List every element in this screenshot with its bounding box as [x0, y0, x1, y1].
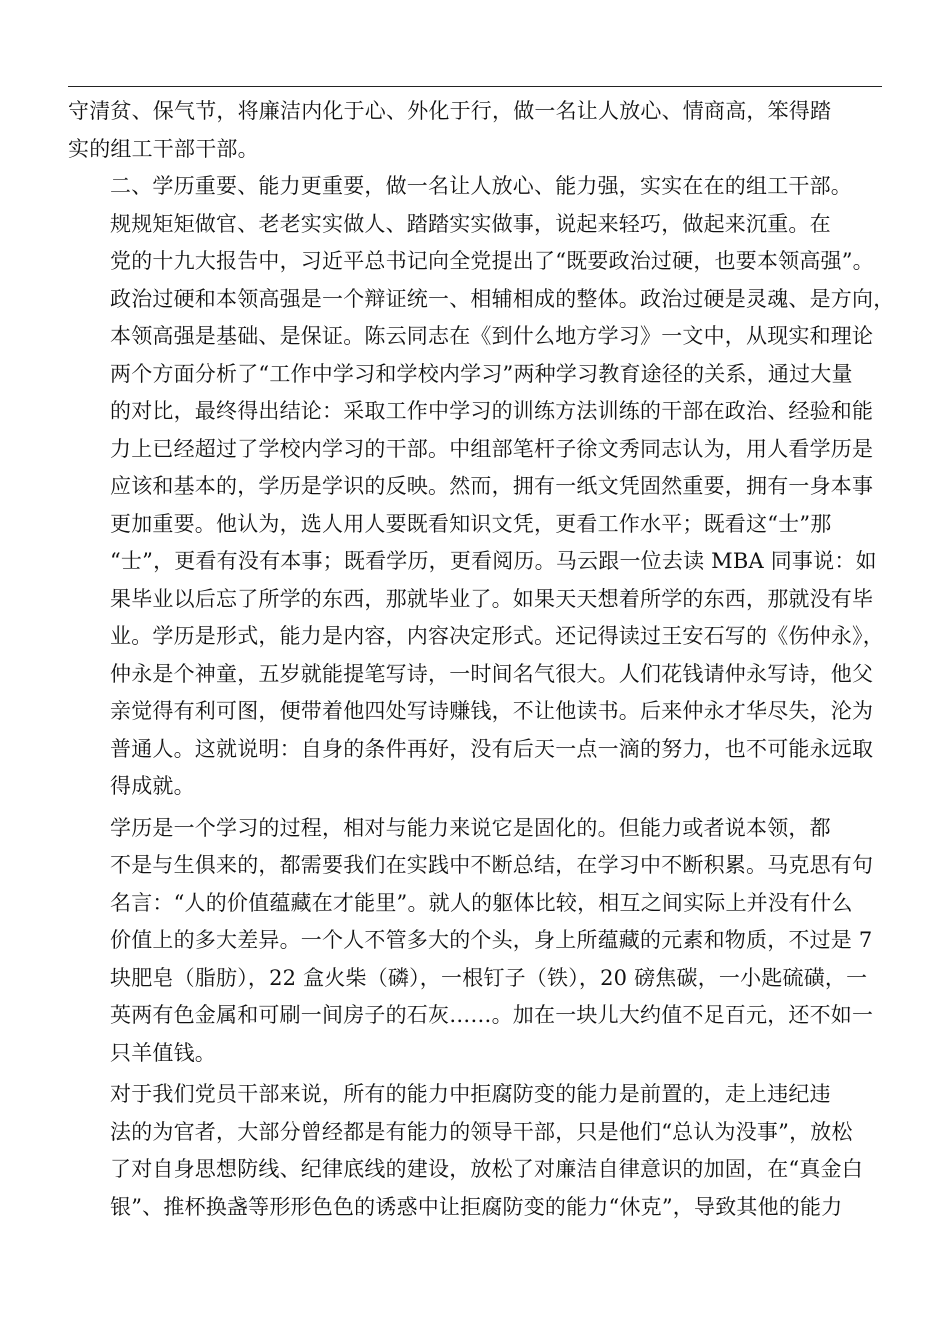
text-line: 二、学历重要、能力更重要，做一名让人放心、能力强，实实在在的组工干部。: [110, 174, 852, 198]
text-line: 本领高强是基础、是保证。陈云同志在《到什么地方学习》一文中，从现实和理论: [110, 324, 874, 348]
text-line: 力上已经超过了学校内学习的干部。中组部笔杆子徐文秀同志认为，用人看学历是: [110, 436, 874, 461]
text-line: 规规矩矩做官、老老实实做人、踏踏实实做事，说起来轻巧，做起来沉重。在: [110, 211, 831, 236]
text-line: 的对比，最终得出结论：采取工作中学习的训练方法训练的干部在政治、经验和能: [110, 399, 874, 423]
text-line: 英两有色金属和可刷一间房子的石灰……。加在一块儿大约值不足百元，还不如一: [110, 1003, 874, 1027]
text-line: 名言：“人的价值蕴藏在才能里”。就人的躯体比较，相互之间实际上并没有什么: [110, 890, 853, 915]
text-line: 业。学历是形式，能力是内容，内容决定形式。还记得读过王安石写的《伤仲永》，: [110, 624, 884, 648]
text-line: 守清贫、保气节，将廉洁内化于心、外化于行，做一名让人放心、情商高，笨得踏: [68, 99, 832, 123]
text-line: 只羊值钱。: [110, 1040, 216, 1065]
text-line: 银”、推杯换盏等形形色色的诱惑中让拒腐防变的能力“休克”，导致其他的能力: [110, 1194, 843, 1219]
text-line: 价值上的多大差异。一个人不管多大的个头，身上所蕴藏的元素和物质，不过是 7: [110, 928, 873, 952]
section-heading: [68, 168, 882, 206]
text-line: 了对自身思想防线、纪律底线的建设，放松了对廉洁自律意识的加固，在“真金白: [110, 1157, 863, 1181]
paragraph-continuation: [68, 93, 882, 168]
text-line: 两个方面分析了“工作中学习和学校内学习”两种学习教育途径的关系，通过大量: [110, 361, 853, 386]
document-body: [68, 93, 895, 1226]
text-line: 党的十九大报告中，习近平总书记向全党提出了“既要政治过硬，也要本领高强”。: [110, 249, 874, 273]
paragraph: [68, 810, 882, 1073]
text-line: 法的为官者，大部分曾经都是有能力的领导干部，只是他们“总认为没事”，放松: [110, 1119, 853, 1144]
text-line: 块肥皂（脂肪），22 盒火柴（磷），一根钉子（铁），20 磅焦碳，一小匙硫磺，一: [110, 965, 868, 990]
text-line: 实的组工干部干部。: [68, 136, 259, 161]
text-line: 果毕业以后忘了所学的东西，那就毕业了。如果天天想着所学的东西，那就没有毕: [110, 586, 874, 611]
text-line: 政治过硬和本领高强是一个辩证统一、相辅相成的整体。政治过硬是灵魂、是方向，: [110, 286, 895, 311]
header-rule: [68, 86, 882, 87]
text-line: 不是与生俱来的，都需要我们在实践中不断总结，在学习中不断积累。马克思有句: [110, 853, 874, 877]
text-line: 更加重要。他认为，选人用人要既看知识文凭，更看工作水平；既看这“士”那: [110, 511, 832, 536]
text-line: 学历是一个学习的过程，相对与能力来说它是固化的。但能力或者说本领，都: [110, 815, 831, 840]
text-line: 得成就。: [110, 774, 195, 798]
text-line: 应该和基本的，学历是学识的反映。然而，拥有一纸文凭固然重要，拥有一身本事: [110, 474, 874, 498]
text-line: 对于我们党员干部来说，所有的能力中拒腐防变的能力是前置的，走上违纪违: [110, 1082, 831, 1106]
paragraph: [68, 206, 895, 806]
text-line: 普通人。这就说明：自身的条件再好，没有后天一点一滴的努力，也不可能永远取: [110, 736, 874, 761]
text-line: 仲永是个神童，五岁就能提笔写诗，一时间名气很大。人们花钱请仲永写诗，他父: [110, 661, 874, 686]
paragraph: [68, 1076, 882, 1226]
text-line: 亲觉得有利可图，便带着他四处写诗赚钱，不让他读书。后来仲永才华尽失，沦为: [110, 699, 874, 723]
text-line: “士”，更看有没有本事；既看学历，更看阅历。马云跟一位去读 MBA 同事说：如: [110, 549, 877, 573]
